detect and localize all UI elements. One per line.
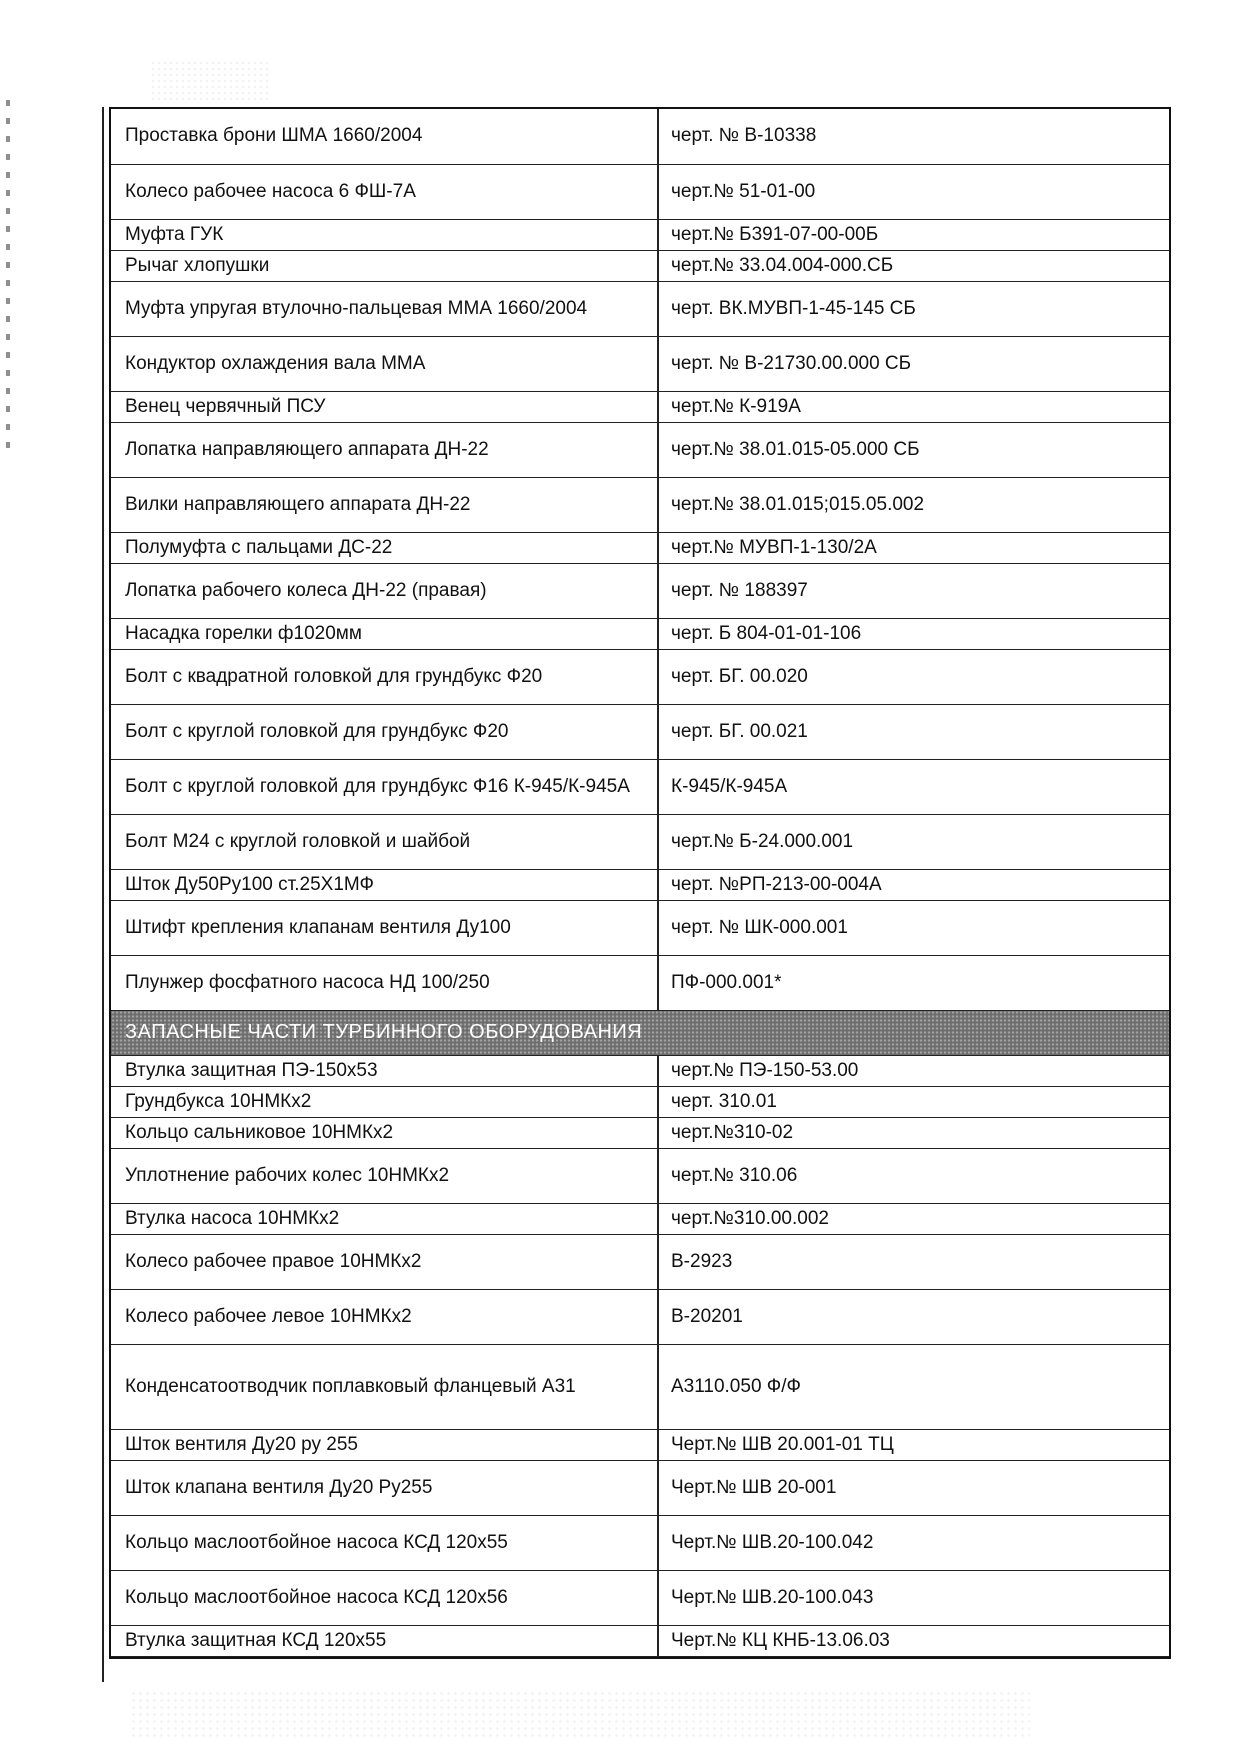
scan-noise — [150, 60, 270, 100]
drawing-number-cell: Черт.№ ШВ 20.001-01 ТЦ — [658, 1429, 1169, 1460]
table-row — [111, 814, 1169, 869]
table-row — [111, 869, 1169, 900]
drawing-number-cell: черт. 310.01 — [658, 1086, 1169, 1117]
drawing-number-cell: Черт.№ ШВ.20-100.042 — [658, 1515, 1169, 1570]
part-name-cell: Рычаг хлопушки — [111, 250, 658, 281]
drawing-number-cell: черт. Б 804-01-01-106 — [658, 618, 1169, 649]
drawing-number-cell: черт.№310.00.002 — [658, 1203, 1169, 1234]
table-edge-shadow — [102, 107, 104, 1682]
table-row — [111, 219, 1169, 250]
table-row — [111, 1515, 1169, 1570]
part-name-cell: Кольцо маслоотбойное насоса КСД 120х56 — [111, 1570, 658, 1625]
table-row — [111, 1086, 1169, 1117]
drawing-number-cell: черт. №РП-213-00-004А — [658, 869, 1169, 900]
section-block — [111, 1010, 1169, 1055]
part-name-cell: Кольцо маслоотбойное насоса КСД 120х55 — [111, 1515, 658, 1570]
table-row — [111, 1460, 1169, 1515]
part-name-cell: Болт с круглой головкой для грундбукс Ф16 К-945/К-945А — [111, 759, 658, 814]
part-name-cell: Болт с квадратной головкой для грундбукс Ф20 — [111, 649, 658, 704]
drawing-number-cell: ПФ-000.001* — [658, 955, 1169, 1010]
part-name-cell: Втулка насоса 10НМКх2 — [111, 1203, 658, 1234]
drawing-number-cell: Черт.№ КЦ КНБ-13.06.03 — [658, 1625, 1169, 1656]
drawing-number-cell: черт.№310-02 — [658, 1117, 1169, 1148]
drawing-number-cell: черт.№ 33.04.004-000.СБ — [658, 250, 1169, 281]
part-name-cell: Грундбукса 10НМКх2 — [111, 1086, 658, 1117]
part-name-cell: Колесо рабочее левое 10НМКх2 — [111, 1289, 658, 1344]
part-name-cell: Втулка защитная ПЭ-150х53 — [111, 1055, 658, 1086]
drawing-number-cell: черт.№ 38.01.015-05.000 СБ — [658, 422, 1169, 477]
table-row — [111, 955, 1169, 1010]
table-row — [111, 1570, 1169, 1625]
table-row — [111, 1148, 1169, 1203]
table-row — [111, 563, 1169, 618]
table-row — [111, 109, 1169, 164]
table-row — [111, 1625, 1169, 1656]
part-name-cell: Колесо рабочее насоса 6 ФШ-7А — [111, 164, 658, 219]
drawing-number-cell: черт.№ 38.01.015;015.05.002 — [658, 477, 1169, 532]
drawing-number-cell: черт. № ШК-000.001 — [658, 900, 1169, 955]
part-name-cell: Шток Ду50Ру100 ст.25Х1МФ — [111, 869, 658, 900]
part-name-cell: Втулка защитная КСД 120х55 — [111, 1625, 658, 1656]
table-row — [111, 532, 1169, 563]
drawing-number-cell: черт. БГ. 00.020 — [658, 649, 1169, 704]
section-header: ЗАПАСНЫЕ ЧАСТИ ТУРБИННОГО ОБОРУДОВАНИЯ — [111, 1010, 1169, 1055]
part-name-cell: Кольцо сальниковое 10НМКх2 — [111, 1117, 658, 1148]
drawing-number-cell: черт. № В-21730.00.000 СБ — [658, 336, 1169, 391]
table-row — [111, 250, 1169, 281]
table-row — [111, 1117, 1169, 1148]
table-row — [111, 1203, 1169, 1234]
drawing-number-cell: черт. БГ. 00.021 — [658, 704, 1169, 759]
part-name-cell: Уплотнение рабочих колес 10НМКх2 — [111, 1148, 658, 1203]
part-name-cell: Штифт крепления клапанам вентиля Ду100 — [111, 900, 658, 955]
part-name-cell: Конденсатоотводчик поплавковый фланцевый А31 — [111, 1344, 658, 1429]
table-row — [111, 164, 1169, 219]
drawing-number-cell: черт. № 188397 — [658, 563, 1169, 618]
table-row — [111, 422, 1169, 477]
table-row — [111, 477, 1169, 532]
drawing-number-cell: В-2923 — [658, 1234, 1169, 1289]
drawing-number-cell: черт.№ 310.06 — [658, 1148, 1169, 1203]
part-name-cell: Полумуфта с пальцами ДС-22 — [111, 532, 658, 563]
part-name-cell: Проставка брони ШМА 1660/2004 — [111, 109, 658, 164]
table-row — [111, 704, 1169, 759]
table-row — [111, 1429, 1169, 1460]
scan-noise — [130, 1690, 1030, 1740]
section-header-row — [111, 1010, 1169, 1055]
table-row — [111, 649, 1169, 704]
part-name-cell: Венец червячный ПСУ — [111, 391, 658, 422]
parts-table — [109, 107, 1171, 1659]
drawing-number-cell: черт. ВК.МУВП-1-45-145 СБ — [658, 281, 1169, 336]
part-name-cell: Муфта ГУК — [111, 219, 658, 250]
drawing-number-cell: Черт.№ ШВ 20-001 — [658, 1460, 1169, 1515]
table-row — [111, 759, 1169, 814]
part-name-cell: Болт с круглой головкой для грундбукс Ф20 — [111, 704, 658, 759]
drawing-number-cell: Черт.№ ШВ.20-100.043 — [658, 1570, 1169, 1625]
table-row — [111, 1055, 1169, 1086]
table-row — [111, 618, 1169, 649]
binding-marks — [6, 100, 10, 460]
part-name-cell: Лопатка рабочего колеса ДН-22 (правая) — [111, 563, 658, 618]
part-name-cell: Вилки направляющего аппарата ДН-22 — [111, 477, 658, 532]
table-row — [111, 281, 1169, 336]
table-row — [111, 1234, 1169, 1289]
drawing-number-cell: В-20201 — [658, 1289, 1169, 1344]
drawing-number-cell: черт.№ Б391-07-00-00Б — [658, 219, 1169, 250]
table-row — [111, 1344, 1169, 1429]
drawing-number-cell: черт. № В-10338 — [658, 109, 1169, 164]
table-row — [111, 900, 1169, 955]
table-row — [111, 391, 1169, 422]
part-name-cell: Насадка горелки ф1020мм — [111, 618, 658, 649]
drawing-number-cell: К-945/К-945А — [658, 759, 1169, 814]
drawing-number-cell: черт.№ ПЭ-150-53.00 — [658, 1055, 1169, 1086]
part-name-cell: Плунжер фосфатного насоса НД 100/250 — [111, 955, 658, 1010]
drawing-number-cell: А3110.050 Ф/Ф — [658, 1344, 1169, 1429]
part-name-cell: Болт М24 с круглой головкой и шайбой — [111, 814, 658, 869]
drawing-number-cell: черт.№ Б-24.000.001 — [658, 814, 1169, 869]
part-name-cell: Шток вентиля Ду20 ру 255 — [111, 1429, 658, 1460]
table-row — [111, 336, 1169, 391]
parts-table-body-bottom — [111, 1055, 1169, 1656]
part-name-cell: Кондуктор охлаждения вала ММА — [111, 336, 658, 391]
drawing-number-cell: черт.№ К-919А — [658, 391, 1169, 422]
part-name-cell: Муфта упругая втулочно-пальцевая ММА 1660/2004 — [111, 281, 658, 336]
parts-table-body-top — [111, 109, 1169, 1010]
drawing-number-cell: черт.№ МУВП-1-130/2А — [658, 532, 1169, 563]
part-name-cell: Лопатка направляющего аппарата ДН-22 — [111, 422, 658, 477]
part-name-cell: Шток клапана вентиля Ду20 Ру255 — [111, 1460, 658, 1515]
drawing-number-cell: черт.№ 51-01-00 — [658, 164, 1169, 219]
table-row — [111, 1289, 1169, 1344]
part-name-cell: Колесо рабочее правое 10НМКх2 — [111, 1234, 658, 1289]
